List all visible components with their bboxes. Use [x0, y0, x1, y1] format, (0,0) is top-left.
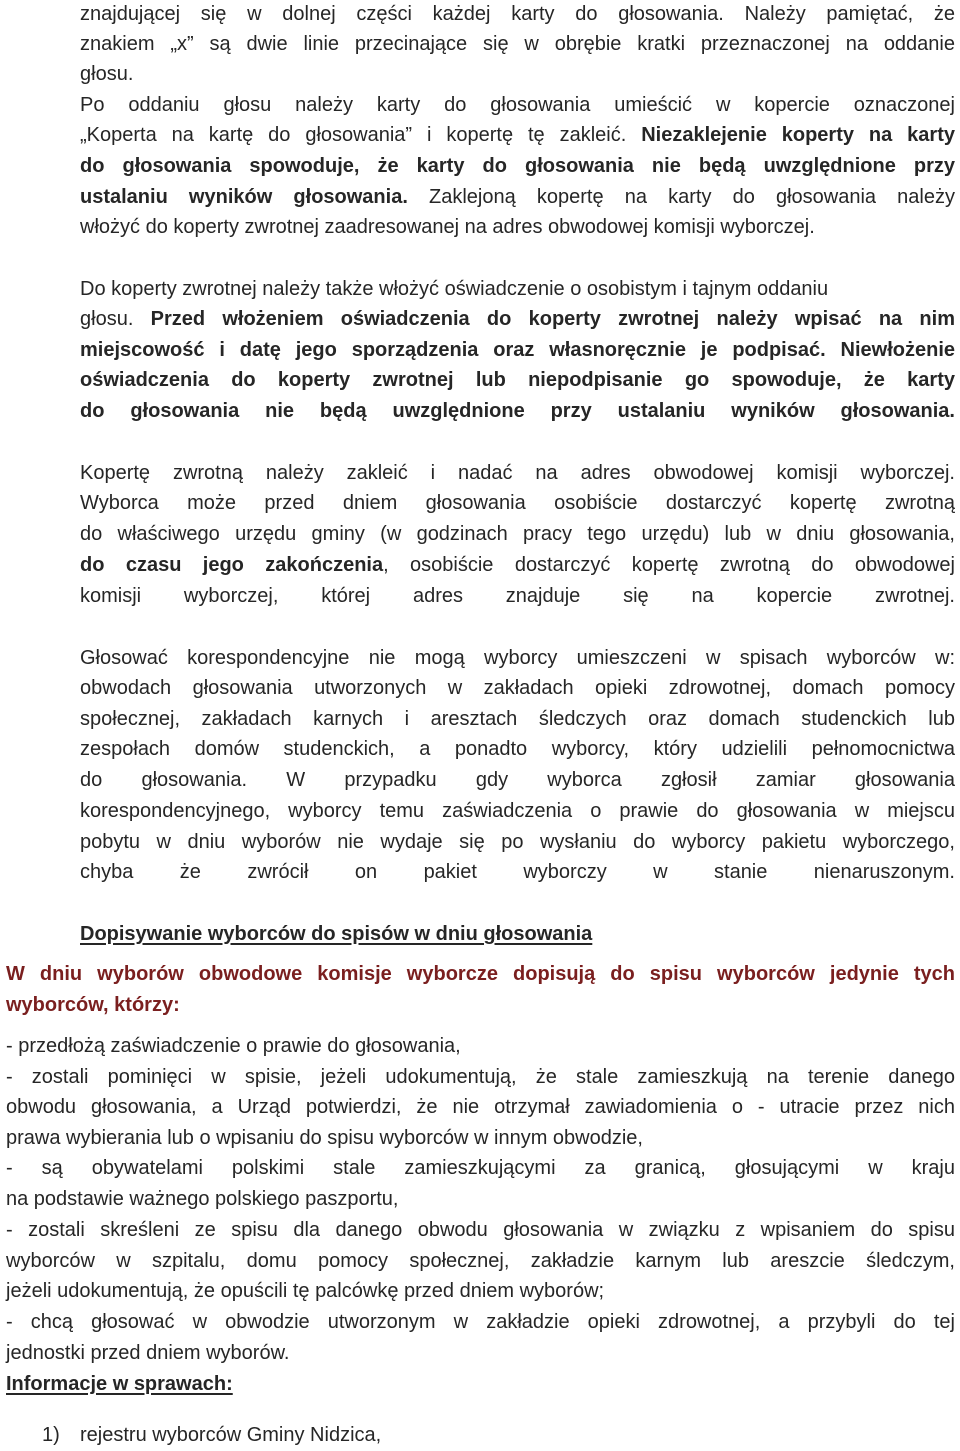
text-line: włożyć do koperty zwrotnej zaadresowanej na adres obwodowej komisji wyborczej.	[80, 216, 815, 238]
text-line: znakiem „x” są dwie linie przecinające się w obrębie kratki przeznaczonej na oddanie	[80, 33, 955, 55]
text-line: chyba że zwrócił on pakiet wyborczy w stanie nienaruszonym.	[80, 861, 955, 883]
list-item: na podstawie ważnego polskiego paszportu,	[6, 1188, 399, 1210]
text-line: korespondencyjnego, wyborcy temu zaświadczenia o prawie do głosowania w miejscu	[80, 800, 955, 822]
text-line: Po oddaniu głosu należy karty do głosowania umieścić w kopercie oznaczonej	[80, 94, 955, 116]
text-line: Kopertę zwrotną należy zakleić i nadać na adres obwodowej komisji wyborczej.	[80, 462, 955, 484]
text-line: Głosować korespondencyjne nie mogą wyborcy umieszczeni w spisach wyborców w:	[80, 647, 955, 669]
intro-text: W dniu wyborów obwodowe komisje wyborcze dopisują do spisu wyborców jedynie tych	[6, 963, 955, 985]
list-item: prawa wybierania lub o wpisaniu do spisu wyborców w innym obwodzie,	[6, 1127, 643, 1149]
text-line: do właściwego urzędu gminy (w godzinach pracy tego urzędu) lub w dniu głosowania,	[80, 523, 955, 545]
text-line: społecznej, zakładach karnych i aresztach śledczych oraz domach studenckich lub	[80, 708, 955, 730]
text-line: głosu.	[80, 63, 134, 85]
text-line: pobytu w dniu wyborów nie wydaje się po wysłaniu do wyborcy pakietu wyborczego,	[80, 831, 955, 853]
text-line: do czasu jego zakończenia, osobiście dostarczyć kopertę zwrotną do obwodowej	[80, 554, 955, 576]
text-line: oświadczenia do koperty zwrotnej lub niepodpisanie go spowoduje, że karty	[80, 369, 955, 391]
list-item: - chcą głosować w obwodzie utworzonym w zakładzie opieki zdrowotnej, a przybyli do tej	[6, 1311, 955, 1333]
text-line: znajdującej się w dolnej części każdej karty do głosowania. Należy pamiętać, że	[80, 3, 955, 25]
text-line: Wyborca może przed dniem głosowania osobiście dostarczyć kopertę zwrotną	[80, 492, 955, 514]
list-item: - są obywatelami polskimi stale zamieszkującymi za granicą, głosującymi w kraju	[6, 1157, 955, 1179]
text-line: ustalaniu wyników głosowania. Zaklejoną kopertę na karty do głosowania należy	[80, 186, 955, 208]
text-line: zespołach domów studenckich, a ponadto wyborcy, który udzielili pełnomocnictwa	[80, 738, 955, 760]
item-number: 1)	[42, 1424, 60, 1446]
list-item: - zostali pominięci w spisie, jeżeli udokumentują, że stale zamieszkują na terenie danego	[6, 1066, 955, 1088]
section-heading: Dopisywanie wyborców do spisów w dniu głosowania	[80, 923, 593, 945]
list-item: jednostki przed dniem wyborów.	[6, 1342, 290, 1364]
text-line: do głosowania. W przypadku gdy wyborca zgłosił zamiar głosowania	[80, 769, 955, 791]
list-item: jeżeli udokumentują, że opuścili tę palcówkę przed dniem wyborów;	[6, 1280, 605, 1302]
text-line: do głosowania spowoduje, że karty do głosowania nie będą uwzględnione przy	[80, 155, 955, 177]
text-line: Do koperty zwrotnej należy także włożyć oświadczenie o osobistym i tajnym oddaniu	[80, 278, 829, 300]
text-line: do głosowania nie będą uwzględnione przy ustalaniu wyników głosowania.	[80, 400, 955, 422]
text-line: obwodach głosowania utworzonych w zakładach opieki zdrowotnej, domach pomocy	[80, 677, 955, 699]
list-item: wyborców w szpitalu, domu pomocy społecznej, zakładzie karnym lub areszcie śledczym,	[6, 1250, 955, 1272]
text-line: miejscowość i datę jego sporządzenia oraz własnoręcznie je podpisać. Niewłożenie	[80, 339, 955, 361]
section-heading: Informacje w sprawach:	[6, 1373, 233, 1395]
numbered-item	[0, 1421, 960, 1449]
intro-text: wyborców, którzy:	[6, 994, 180, 1016]
list-item: obwodu głosowania, a Urząd potwierdzi, że nie otrzymał zawiadomienia o - utracie przez nich	[6, 1096, 955, 1118]
list-item: - przedłożą zaświadczenie o prawie do głosowania,	[6, 1035, 461, 1057]
text-line: głosu. Przed włożeniem oświadczenia do koperty zwrotnej należy wpisać na nim	[80, 308, 955, 330]
list-item: - zostali skreśleni ze spisu dla danego obwodu głosowania w związku z wpisaniem do spisu	[6, 1219, 955, 1241]
item-text: rejestru wyborców Gminy Nidzica,	[80, 1424, 382, 1446]
text-line: „Koperta na kartę do głosowania” i kopertę tę zakleić. Niezaklejenie koperty na karty	[80, 124, 955, 146]
text-line: komisji wyborczej, której adres znajduje się na kopercie zwrotnej.	[80, 585, 955, 607]
